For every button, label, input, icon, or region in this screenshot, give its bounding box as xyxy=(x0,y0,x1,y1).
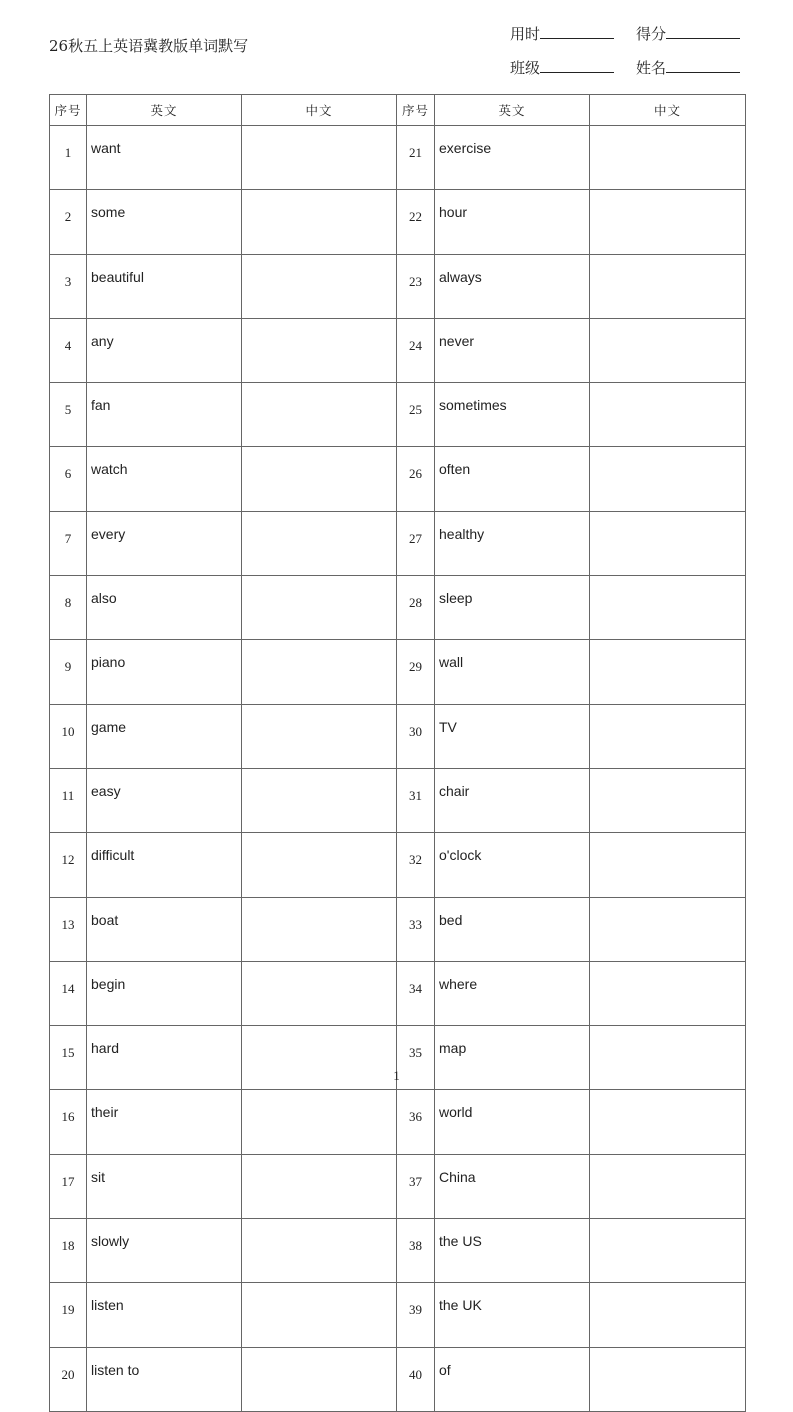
english-word: sit xyxy=(87,1154,242,1218)
english-word: any xyxy=(87,318,242,382)
english-word: o'clock xyxy=(435,833,590,897)
page-number: 1 xyxy=(393,1068,400,1083)
english-word: boat xyxy=(87,897,242,961)
english-word: their xyxy=(87,1090,242,1154)
word-number: 3 xyxy=(50,254,87,318)
word-number: 22 xyxy=(397,190,435,254)
name-label: 姓名 xyxy=(636,59,667,77)
chinese-answer-cell[interactable] xyxy=(590,1283,746,1347)
english-word: often xyxy=(435,447,590,511)
word-number: 25 xyxy=(397,383,435,447)
english-word: sleep xyxy=(435,576,590,640)
english-word: hard xyxy=(87,1026,242,1090)
worksheet-title: 26秋五上英语冀教版单词默写 xyxy=(49,37,249,55)
word-number: 7 xyxy=(50,511,87,575)
table-row xyxy=(50,1219,746,1283)
word-number: 2 xyxy=(50,190,87,254)
word-number: 26 xyxy=(397,447,435,511)
chinese-answer-cell[interactable] xyxy=(242,833,397,897)
table-row xyxy=(50,447,746,511)
word-number: 37 xyxy=(397,1154,435,1218)
table-row xyxy=(50,576,746,640)
class-field xyxy=(510,58,614,78)
word-number: 6 xyxy=(50,447,87,511)
table-row xyxy=(50,704,746,768)
word-number: 16 xyxy=(50,1090,87,1154)
word-number: 11 xyxy=(50,768,87,832)
chinese-answer-cell[interactable] xyxy=(590,1347,746,1411)
table-row xyxy=(50,640,746,704)
english-word: difficult xyxy=(87,833,242,897)
chinese-answer-cell[interactable] xyxy=(242,1090,397,1154)
english-word: piano xyxy=(87,640,242,704)
chinese-answer-cell[interactable] xyxy=(590,126,746,190)
word-number: 34 xyxy=(397,961,435,1025)
table-row xyxy=(50,126,746,190)
word-number: 23 xyxy=(397,254,435,318)
english-word: fan xyxy=(87,383,242,447)
word-number: 18 xyxy=(50,1219,87,1283)
chinese-answer-cell[interactable] xyxy=(590,1090,746,1154)
time-field xyxy=(510,24,614,44)
english-word: hour xyxy=(435,190,590,254)
word-number: 28 xyxy=(397,576,435,640)
chinese-answer-cell[interactable] xyxy=(590,190,746,254)
word-number: 13 xyxy=(50,897,87,961)
word-number: 31 xyxy=(397,768,435,832)
chinese-answer-cell[interactable] xyxy=(242,1219,397,1283)
word-number: 17 xyxy=(50,1154,87,1218)
chinese-answer-cell[interactable] xyxy=(242,254,397,318)
english-word: slowly xyxy=(87,1219,242,1283)
time-label: 用时 xyxy=(510,25,541,43)
class-label: 班级 xyxy=(510,59,541,77)
table-row xyxy=(50,961,746,1025)
time-blank[interactable] xyxy=(540,24,614,39)
word-number: 40 xyxy=(397,1347,435,1411)
name-field xyxy=(636,58,740,78)
chinese-answer-cell[interactable] xyxy=(590,640,746,704)
chinese-answer-cell[interactable] xyxy=(590,961,746,1025)
word-number: 24 xyxy=(397,318,435,382)
chinese-answer-cell[interactable] xyxy=(590,447,746,511)
word-number: 29 xyxy=(397,640,435,704)
table-row xyxy=(50,833,746,897)
table-row xyxy=(50,1154,746,1218)
word-number: 36 xyxy=(397,1090,435,1154)
column-header-number: 序号 xyxy=(397,95,435,126)
table-row xyxy=(50,254,746,318)
chinese-answer-cell[interactable] xyxy=(242,126,397,190)
chinese-answer-cell[interactable] xyxy=(242,704,397,768)
chinese-answer-cell[interactable] xyxy=(590,318,746,382)
english-word: listen xyxy=(87,1283,242,1347)
table-row xyxy=(50,190,746,254)
word-number: 33 xyxy=(397,897,435,961)
word-number: 35 xyxy=(397,1026,435,1090)
english-word: never xyxy=(435,318,590,382)
chinese-answer-cell[interactable] xyxy=(590,1219,746,1283)
chinese-answer-cell[interactable] xyxy=(590,383,746,447)
english-word: game xyxy=(87,704,242,768)
english-word: some xyxy=(87,190,242,254)
word-number: 20 xyxy=(50,1347,87,1411)
english-word: the US xyxy=(435,1219,590,1283)
english-word: where xyxy=(435,961,590,1025)
english-word: want xyxy=(87,126,242,190)
english-word: world xyxy=(435,1090,590,1154)
word-number: 38 xyxy=(397,1219,435,1283)
name-blank[interactable] xyxy=(666,58,740,73)
chinese-answer-cell[interactable] xyxy=(590,704,746,768)
word-number: 10 xyxy=(50,704,87,768)
column-header-english: 英文 xyxy=(87,95,242,126)
english-word: also xyxy=(87,576,242,640)
english-word: map xyxy=(435,1026,590,1090)
table-row xyxy=(50,768,746,832)
chinese-answer-cell[interactable] xyxy=(242,190,397,254)
chinese-answer-cell[interactable] xyxy=(242,1347,397,1411)
chinese-answer-cell[interactable] xyxy=(242,768,397,832)
word-number: 15 xyxy=(50,1026,87,1090)
chinese-answer-cell[interactable] xyxy=(590,1154,746,1218)
word-number: 9 xyxy=(50,640,87,704)
word-number: 30 xyxy=(397,704,435,768)
english-word: wall xyxy=(435,640,590,704)
column-header-chinese: 中文 xyxy=(590,95,746,126)
table-row xyxy=(50,1090,746,1154)
english-word: of xyxy=(435,1347,590,1411)
table-row xyxy=(50,511,746,575)
chinese-answer-cell[interactable] xyxy=(242,318,397,382)
word-number: 32 xyxy=(397,833,435,897)
chinese-answer-cell[interactable] xyxy=(590,511,746,575)
chinese-answer-cell[interactable] xyxy=(242,640,397,704)
table-row xyxy=(50,897,746,961)
chinese-answer-cell[interactable] xyxy=(590,576,746,640)
vocabulary-table xyxy=(49,94,746,1412)
chinese-answer-cell[interactable] xyxy=(590,897,746,961)
column-header-chinese: 中文 xyxy=(242,95,397,126)
english-word: watch xyxy=(87,447,242,511)
word-number: 12 xyxy=(50,833,87,897)
table-row xyxy=(50,318,746,382)
chinese-answer-cell[interactable] xyxy=(242,897,397,961)
word-number: 8 xyxy=(50,576,87,640)
table-row xyxy=(50,383,746,447)
chinese-answer-cell[interactable] xyxy=(242,576,397,640)
english-word: sometimes xyxy=(435,383,590,447)
word-number: 5 xyxy=(50,383,87,447)
table-row xyxy=(50,1283,746,1347)
word-number: 21 xyxy=(397,126,435,190)
english-word: exercise xyxy=(435,126,590,190)
score-blank[interactable] xyxy=(666,24,740,39)
chinese-answer-cell[interactable] xyxy=(590,768,746,832)
english-word: beautiful xyxy=(87,254,242,318)
chinese-answer-cell[interactable] xyxy=(242,447,397,511)
chinese-answer-cell[interactable] xyxy=(242,1154,397,1218)
word-number: 19 xyxy=(50,1283,87,1347)
chinese-answer-cell[interactable] xyxy=(242,961,397,1025)
english-word: bed xyxy=(435,897,590,961)
english-word: chair xyxy=(435,768,590,832)
english-word: begin xyxy=(87,961,242,1025)
chinese-answer-cell[interactable] xyxy=(242,511,397,575)
score-field xyxy=(636,24,740,44)
table-header-row xyxy=(50,95,746,126)
table-row xyxy=(50,1347,746,1411)
english-word: easy xyxy=(87,768,242,832)
english-word: China xyxy=(435,1154,590,1218)
word-number: 27 xyxy=(397,511,435,575)
chinese-answer-cell[interactable] xyxy=(590,833,746,897)
english-word: TV xyxy=(435,704,590,768)
word-number: 14 xyxy=(50,961,87,1025)
english-word: every xyxy=(87,511,242,575)
word-number: 39 xyxy=(397,1283,435,1347)
score-label: 得分 xyxy=(636,25,667,43)
chinese-answer-cell[interactable] xyxy=(242,383,397,447)
english-word: listen to xyxy=(87,1347,242,1411)
english-word: healthy xyxy=(435,511,590,575)
word-number: 4 xyxy=(50,318,87,382)
chinese-answer-cell[interactable] xyxy=(590,254,746,318)
word-number: 1 xyxy=(50,126,87,190)
english-word: the UK xyxy=(435,1283,590,1347)
column-header-number: 序号 xyxy=(50,95,87,126)
class-blank[interactable] xyxy=(540,58,614,73)
chinese-answer-cell[interactable] xyxy=(242,1283,397,1347)
column-header-english: 英文 xyxy=(435,95,590,126)
english-word: always xyxy=(435,254,590,318)
